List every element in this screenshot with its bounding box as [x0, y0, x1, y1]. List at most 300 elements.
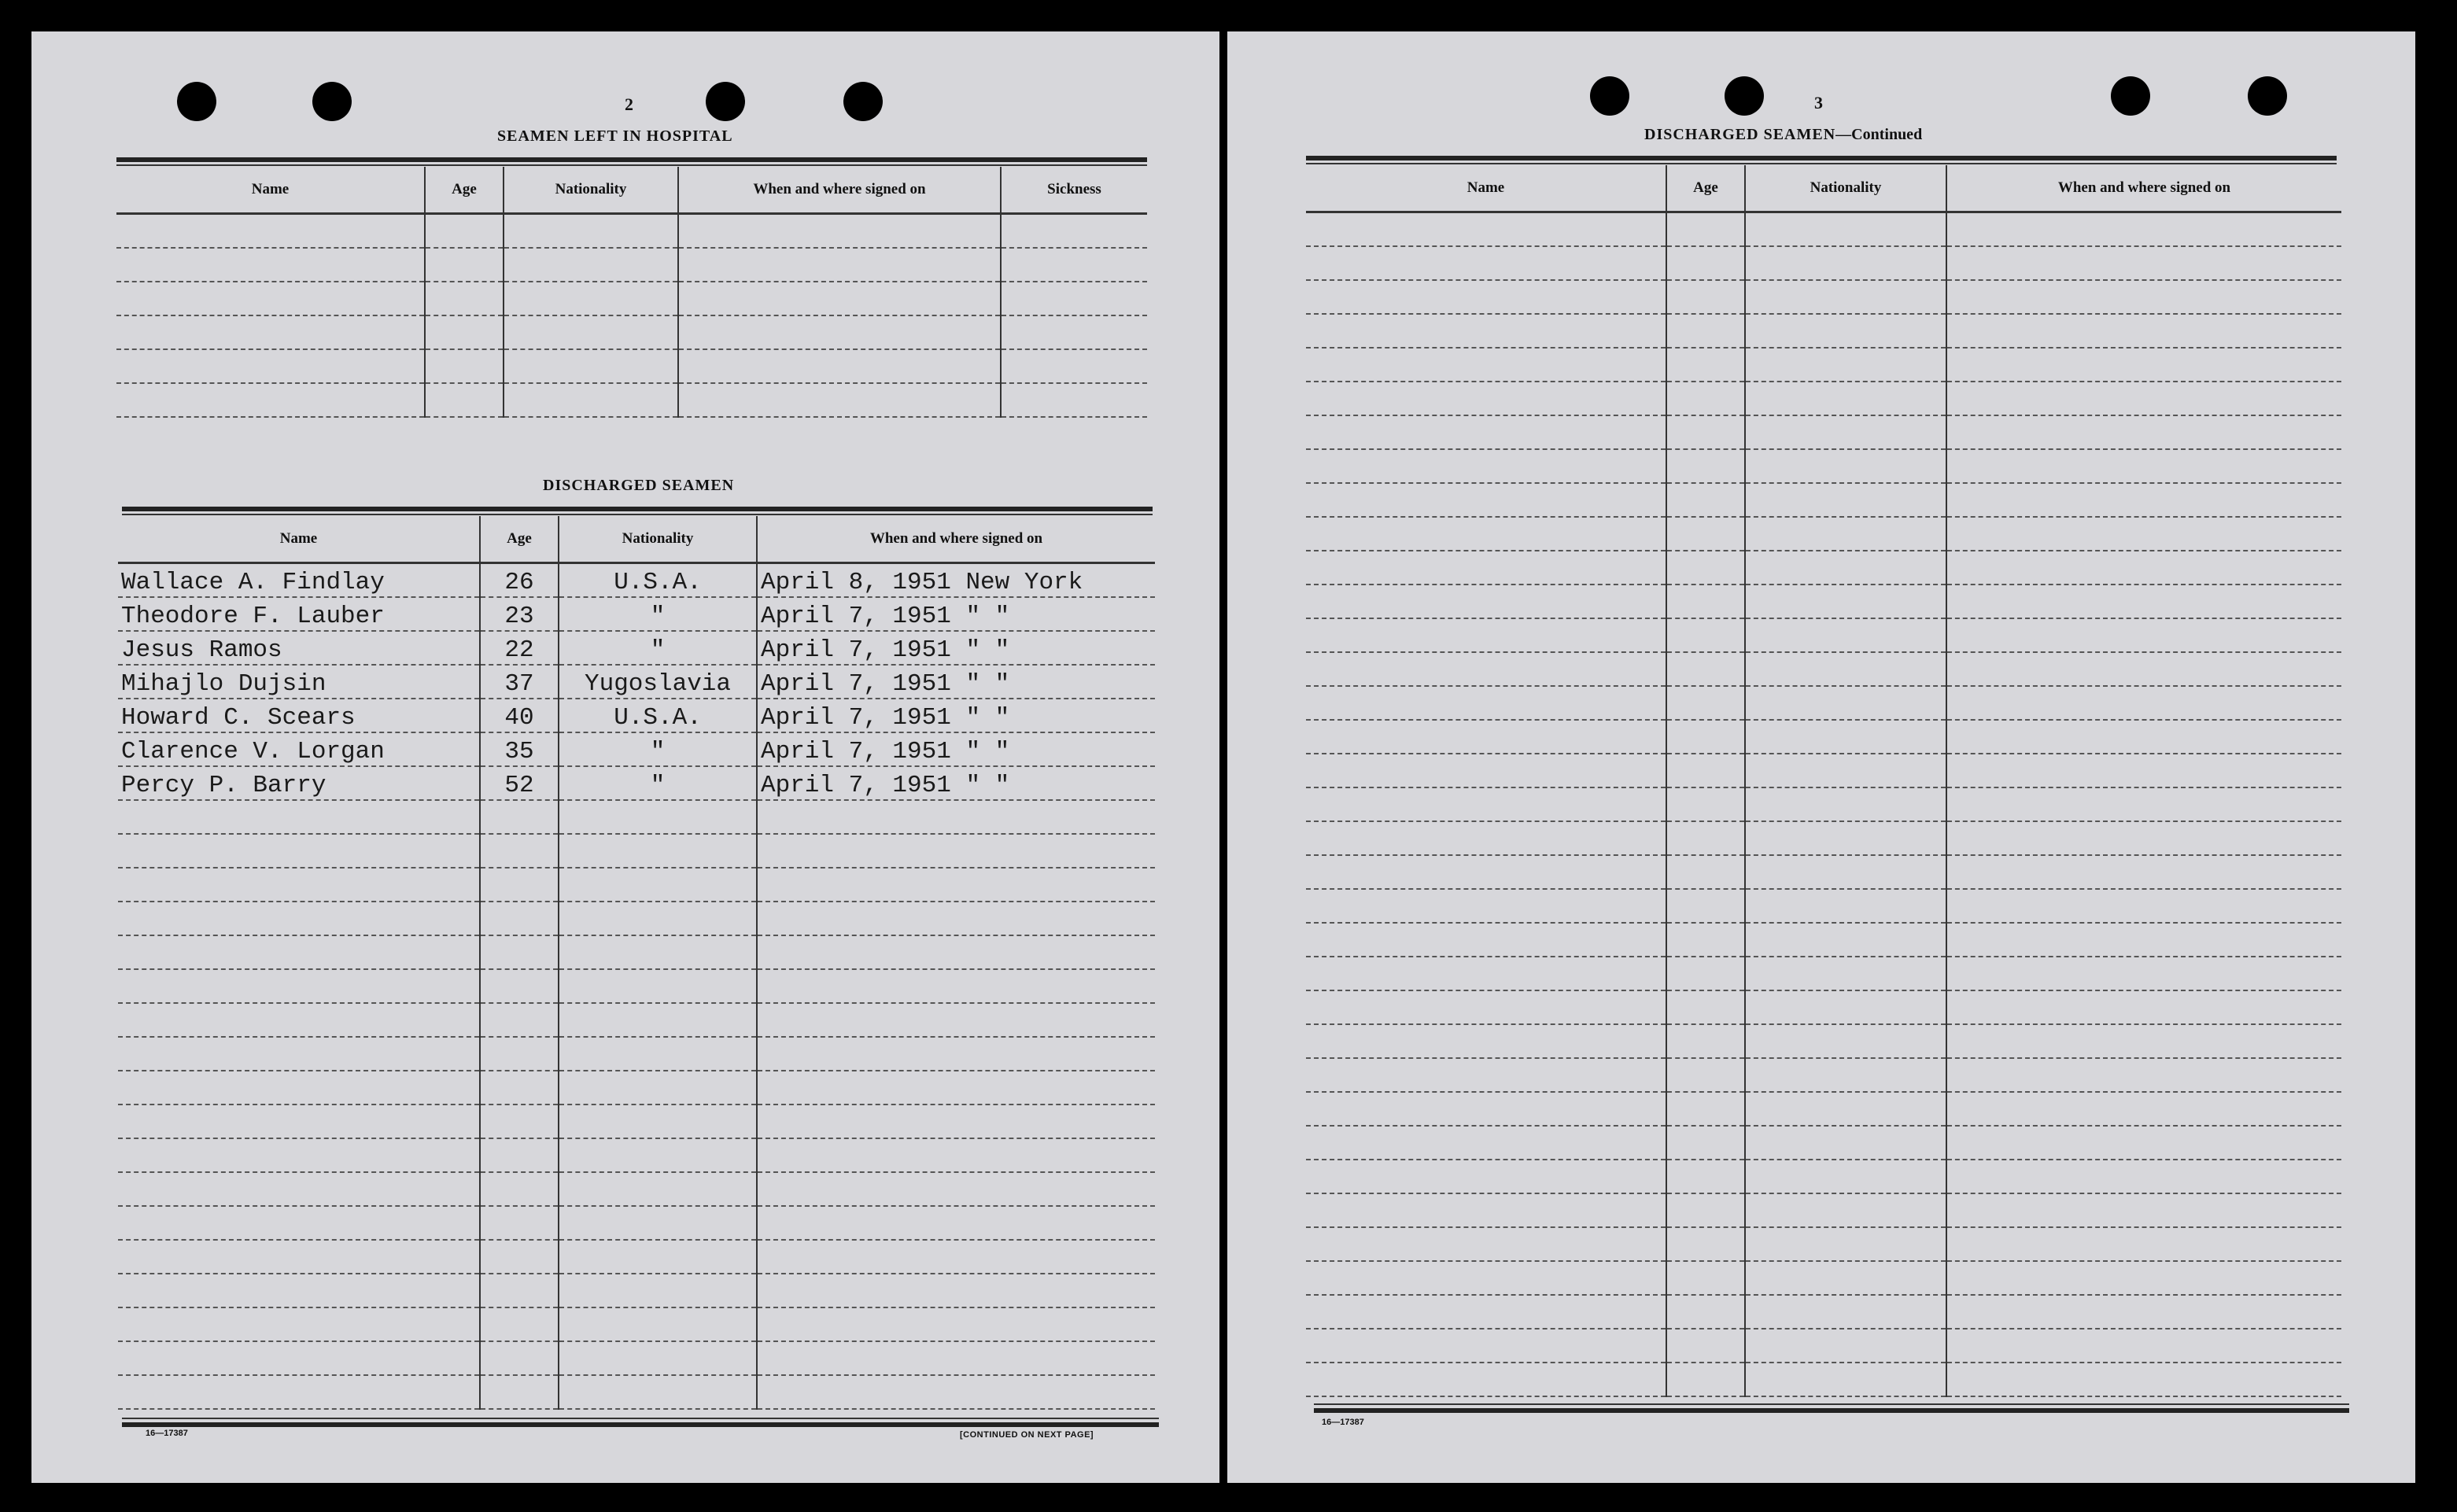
cell-nationality — [559, 800, 757, 834]
cell-signed-on — [757, 1003, 1155, 1037]
table-row — [1306, 382, 2341, 415]
table-row — [1306, 923, 2341, 957]
table-row — [1306, 280, 2341, 314]
cell-nationality — [1745, 517, 1946, 551]
discharged-table — [118, 516, 1155, 1410]
right-col-name: Name — [1306, 165, 1666, 212]
right-col-age: Age — [1666, 165, 1745, 212]
cell-nationality — [1745, 585, 1946, 618]
cell-name: Wallace A. Findlay — [118, 563, 480, 598]
cell-name — [118, 1240, 480, 1274]
cell-age — [480, 1307, 559, 1341]
discharged-top-rule — [122, 507, 1153, 511]
cell-age — [480, 834, 559, 868]
cell-signed-on — [1946, 212, 2341, 247]
cell-name — [1306, 1227, 1666, 1261]
table-row — [118, 1307, 1155, 1341]
table-row — [1306, 1024, 2341, 1058]
cell-age: 35 — [480, 732, 559, 766]
cell-name — [1306, 1092, 1666, 1126]
cell-nationality — [1745, 551, 1946, 585]
cell-age — [1666, 1024, 1745, 1058]
cell-age — [1666, 957, 1745, 990]
cell-nationality — [1745, 1058, 1946, 1092]
cell-age — [425, 282, 504, 315]
hospital-col-nationality: Nationality — [504, 167, 678, 214]
table-row — [118, 563, 1155, 598]
cell-name — [1306, 1363, 1666, 1396]
punch-hole — [2248, 76, 2287, 116]
punch-hole — [2111, 76, 2150, 116]
cell-signed-on — [678, 282, 1001, 315]
cell-nationality — [1745, 855, 1946, 889]
cell-nationality — [559, 1003, 757, 1037]
cell-age — [1666, 618, 1745, 652]
cell-nationality — [559, 868, 757, 902]
cell-nationality — [559, 1375, 757, 1409]
table-row — [118, 665, 1155, 699]
cell-age — [1666, 551, 1745, 585]
cell-nationality — [559, 1307, 757, 1341]
cell-age — [1666, 1363, 1745, 1396]
cell-signed-on — [1946, 314, 2341, 348]
cell-signed-on — [1946, 686, 2341, 720]
cell-age — [1666, 585, 1745, 618]
cell-sickness — [1001, 282, 1147, 315]
cell-age — [1666, 382, 1745, 415]
cell-nationality — [1745, 923, 1946, 957]
cell-name — [1306, 212, 1666, 247]
cell-nationality — [559, 1138, 757, 1172]
table-row — [1306, 483, 2341, 517]
cell-signed-on — [1946, 618, 2341, 652]
cell-name — [118, 1375, 480, 1409]
cell-name — [1306, 618, 1666, 652]
table-row — [1306, 246, 2341, 280]
cell-signed-on — [757, 902, 1155, 935]
cell-signed-on — [757, 1240, 1155, 1274]
cell-age — [1666, 821, 1745, 855]
table-row — [116, 349, 1147, 383]
cell-nationality — [1745, 449, 1946, 483]
cell-signed-on — [757, 1274, 1155, 1307]
table-row — [1306, 1227, 2341, 1261]
table-row — [118, 935, 1155, 969]
cell-nationality — [1745, 1092, 1946, 1126]
cell-nationality: Yugoslavia — [559, 665, 757, 699]
table-row — [1306, 1193, 2341, 1227]
cell-name — [1306, 585, 1666, 618]
table-row — [1306, 618, 2341, 652]
cell-nationality — [1745, 618, 1946, 652]
punch-hole — [177, 82, 216, 121]
cell-signed-on — [1946, 246, 2341, 280]
table-row — [118, 1037, 1155, 1071]
cell-name — [118, 1274, 480, 1307]
cell-signed-on — [1946, 1227, 2341, 1261]
table-row — [118, 1206, 1155, 1240]
cell-age — [480, 868, 559, 902]
cell-nationality — [504, 248, 678, 282]
cell-signed-on — [1946, 1261, 2341, 1295]
cell-signed-on — [757, 834, 1155, 868]
cell-name: Percy P. Barry — [118, 766, 480, 800]
cell-nationality — [1745, 787, 1946, 821]
table-row — [118, 699, 1155, 732]
cell-name — [1306, 1126, 1666, 1160]
cell-name — [1306, 1193, 1666, 1227]
table-row — [118, 597, 1155, 631]
table-row — [116, 214, 1147, 249]
table-row — [1306, 889, 2341, 923]
cell-age — [480, 1037, 559, 1071]
cell-signed-on — [1946, 990, 2341, 1024]
cell-signed-on — [1946, 483, 2341, 517]
right-page — [1227, 31, 2415, 1483]
cell-nationality: " — [559, 766, 757, 800]
cell-signed-on — [1946, 923, 2341, 957]
cell-signed-on — [757, 1206, 1155, 1240]
cell-age — [480, 1375, 559, 1409]
table-row — [116, 383, 1147, 417]
cell-signed-on — [1946, 415, 2341, 449]
table-row — [1306, 551, 2341, 585]
cell-name — [1306, 382, 1666, 415]
table-row — [1306, 1092, 2341, 1126]
cell-signed-on — [757, 1104, 1155, 1138]
cell-age — [480, 1138, 559, 1172]
table-row — [118, 1375, 1155, 1409]
cell-signed-on — [1946, 1295, 2341, 1329]
cell-age — [1666, 1261, 1745, 1295]
cell-nationality — [504, 282, 678, 315]
cell-nationality — [504, 315, 678, 349]
page-number: 2 — [625, 94, 633, 114]
cell-age — [480, 902, 559, 935]
cell-nationality — [559, 1071, 757, 1104]
table-row — [118, 1003, 1155, 1037]
cell-name — [1306, 855, 1666, 889]
cell-age — [1666, 1329, 1745, 1363]
cell-age — [1666, 686, 1745, 720]
hospital-col-age: Age — [425, 167, 504, 214]
cell-age — [480, 1172, 559, 1206]
cell-name — [118, 1307, 480, 1341]
cell-age — [1666, 787, 1745, 821]
punch-hole — [843, 82, 883, 121]
punch-hole — [1725, 76, 1764, 116]
table-row — [1306, 1160, 2341, 1193]
cell-name — [118, 1341, 480, 1375]
cell-age — [1666, 889, 1745, 923]
cell-name — [1306, 720, 1666, 754]
table-row — [1306, 787, 2341, 821]
form-code: 16—17387 — [146, 1429, 188, 1438]
table-row — [1306, 1261, 2341, 1295]
discharged-col-name: Name — [118, 516, 480, 563]
cell-nationality — [1745, 1160, 1946, 1193]
cell-nationality — [1745, 382, 1946, 415]
cell-name — [1306, 280, 1666, 314]
cell-name: Clarence V. Lorgan — [118, 732, 480, 766]
cell-nationality: " — [559, 732, 757, 766]
form-code: 16—17387 — [1322, 1418, 1364, 1427]
table-row — [116, 248, 1147, 282]
cell-nationality — [1745, 652, 1946, 686]
cell-name — [1306, 449, 1666, 483]
cell-name — [116, 315, 425, 349]
cell-age — [1666, 754, 1745, 787]
table-row — [1306, 652, 2341, 686]
table-row — [118, 868, 1155, 902]
cell-signed-on — [1946, 551, 2341, 585]
cell-nationality — [1745, 1295, 1946, 1329]
cell-age — [1666, 348, 1745, 382]
cell-nationality — [504, 383, 678, 417]
cell-name: Theodore F. Lauber — [118, 597, 480, 631]
cell-nationality — [504, 214, 678, 249]
cell-age — [480, 1206, 559, 1240]
cell-name — [1306, 1024, 1666, 1058]
cell-signed-on — [1946, 1126, 2341, 1160]
cell-age — [425, 383, 504, 417]
table-row — [1306, 415, 2341, 449]
cell-name — [118, 1206, 480, 1240]
cell-sickness — [1001, 349, 1147, 383]
cell-age — [480, 935, 559, 969]
cell-name — [116, 282, 425, 315]
cell-age — [480, 1240, 559, 1274]
cell-nationality — [1745, 754, 1946, 787]
cell-name — [118, 1172, 480, 1206]
table-row — [1306, 212, 2341, 247]
cell-signed-on — [757, 800, 1155, 834]
cell-age — [1666, 1295, 1745, 1329]
cell-nationality — [559, 935, 757, 969]
right-col-nationality: Nationality — [1745, 165, 1946, 212]
cell-nationality — [1745, 957, 1946, 990]
hospital-col-signed-on: When and where signed on — [678, 167, 1001, 214]
cell-name — [1306, 686, 1666, 720]
cell-nationality — [1745, 1363, 1946, 1396]
discharged-continued-title — [1644, 126, 1922, 144]
cell-name: Mihajlo Dujsin — [118, 665, 480, 699]
cell-name — [1306, 787, 1666, 821]
table-row — [118, 969, 1155, 1003]
cell-age — [1666, 855, 1745, 889]
discharged-col-signed-on: When and where signed on — [757, 516, 1155, 563]
cell-age: 40 — [480, 699, 559, 732]
cell-signed-on: April 7, 1951 " " — [757, 665, 1155, 699]
cell-nationality — [559, 1037, 757, 1071]
cell-signed-on — [757, 1071, 1155, 1104]
cell-signed-on — [1946, 787, 2341, 821]
cell-signed-on: April 7, 1951 " " — [757, 766, 1155, 800]
table-row — [1306, 1295, 2341, 1329]
cell-nationality — [1745, 1227, 1946, 1261]
cell-nationality: U.S.A. — [559, 563, 757, 598]
table-row — [118, 1104, 1155, 1138]
cell-signed-on — [1946, 348, 2341, 382]
cell-age — [480, 800, 559, 834]
discharged-table-header — [118, 516, 1155, 563]
cell-signed-on — [757, 1037, 1155, 1071]
cell-signed-on — [678, 349, 1001, 383]
cell-name — [1306, 1329, 1666, 1363]
cell-signed-on — [1946, 1329, 2341, 1363]
cell-nationality — [1745, 212, 1946, 247]
punch-hole — [706, 82, 745, 121]
cell-name — [1306, 1160, 1666, 1193]
cell-age — [425, 349, 504, 383]
cell-nationality — [1745, 821, 1946, 855]
cell-name — [1306, 923, 1666, 957]
cell-nationality — [1745, 1024, 1946, 1058]
cell-nationality: U.S.A. — [559, 699, 757, 732]
cell-signed-on — [1946, 957, 2341, 990]
cell-age: 37 — [480, 665, 559, 699]
cell-signed-on — [1946, 720, 2341, 754]
hospital-top-rule — [116, 157, 1147, 162]
cell-signed-on — [1946, 517, 2341, 551]
cell-nationality — [1745, 1329, 1946, 1363]
cell-age: 23 — [480, 597, 559, 631]
cell-name — [1306, 1261, 1666, 1295]
table-row — [1306, 1126, 2341, 1160]
table-row — [118, 902, 1155, 935]
cell-signed-on — [1946, 585, 2341, 618]
table-row — [1306, 990, 2341, 1024]
cell-age — [480, 1071, 559, 1104]
table-row — [1306, 821, 2341, 855]
cell-signed-on: April 7, 1951 " " — [757, 631, 1155, 665]
table-row — [118, 732, 1155, 766]
discharged-bottom-rule-thick — [122, 1422, 1159, 1427]
table-row — [1306, 348, 2341, 382]
cell-age — [425, 315, 504, 349]
cell-name — [1306, 1295, 1666, 1329]
cell-age — [1666, 923, 1745, 957]
left-page — [31, 31, 1219, 1483]
right-col-signed-on: When and where signed on — [1946, 165, 2341, 212]
right-discharged-table — [1306, 165, 2341, 1397]
cell-signed-on — [1946, 280, 2341, 314]
cell-signed-on — [1946, 1193, 2341, 1227]
table-row — [1306, 1329, 2341, 1363]
cell-name — [118, 1071, 480, 1104]
cell-age — [1666, 1193, 1745, 1227]
cell-name — [118, 834, 480, 868]
cell-age — [1666, 280, 1745, 314]
cell-name — [118, 1037, 480, 1071]
cell-name — [118, 969, 480, 1003]
cell-sickness — [1001, 315, 1147, 349]
cell-nationality — [559, 1274, 757, 1307]
cell-sickness — [1001, 214, 1147, 249]
cell-nationality — [1745, 1193, 1946, 1227]
cell-nationality — [1745, 415, 1946, 449]
cell-name — [1306, 1058, 1666, 1092]
cell-signed-on — [1946, 1024, 2341, 1058]
cell-signed-on — [1946, 855, 2341, 889]
cell-name — [118, 1003, 480, 1037]
discharged-top-rule-thin — [122, 514, 1153, 515]
cell-signed-on — [678, 248, 1001, 282]
cell-age — [1666, 990, 1745, 1024]
cell-signed-on — [757, 1172, 1155, 1206]
table-row — [1306, 720, 2341, 754]
cell-nationality — [1745, 246, 1946, 280]
table-row — [116, 282, 1147, 315]
cell-nationality — [1745, 720, 1946, 754]
cell-name — [1306, 483, 1666, 517]
cell-signed-on — [757, 868, 1155, 902]
discharged-col-nationality: Nationality — [559, 516, 757, 563]
table-row — [116, 315, 1147, 349]
cell-signed-on — [1946, 652, 2341, 686]
cell-signed-on: April 8, 1951 New York — [757, 563, 1155, 598]
hospital-table-header — [116, 167, 1147, 214]
cell-nationality — [559, 1341, 757, 1375]
cell-age — [480, 969, 559, 1003]
cell-name — [1306, 754, 1666, 787]
punch-hole — [312, 82, 352, 121]
title-text: DISCHARGED SEAMEN — [1644, 126, 1836, 143]
cell-nationality — [559, 1206, 757, 1240]
cell-nationality — [559, 1104, 757, 1138]
right-top-rule-thin — [1306, 163, 2337, 164]
cell-age — [1666, 1160, 1745, 1193]
title-suffix: —Continued — [1835, 126, 1923, 143]
cell-signed-on — [1946, 1058, 2341, 1092]
cell-nationality: " — [559, 631, 757, 665]
cell-name — [116, 383, 425, 417]
cell-nationality — [1745, 889, 1946, 923]
cell-age — [480, 1003, 559, 1037]
table-row — [1306, 957, 2341, 990]
cell-name — [116, 248, 425, 282]
cell-name — [118, 868, 480, 902]
discharged-bottom-rule — [122, 1418, 1159, 1419]
cell-name — [118, 1104, 480, 1138]
cell-signed-on — [1946, 889, 2341, 923]
cell-name — [1306, 990, 1666, 1024]
cell-name — [1306, 821, 1666, 855]
cell-age — [1666, 415, 1745, 449]
cell-signed-on — [678, 214, 1001, 249]
cell-signed-on — [757, 1375, 1155, 1409]
continued-note: [CONTINUED ON NEXT PAGE] — [960, 1430, 1094, 1440]
cell-name — [1306, 957, 1666, 990]
cell-age — [425, 214, 504, 249]
table-row — [1306, 449, 2341, 483]
table-row — [1306, 754, 2341, 787]
hospital-col-name: Name — [116, 167, 425, 214]
cell-nationality — [1745, 1126, 1946, 1160]
cell-age — [480, 1274, 559, 1307]
cell-name — [116, 214, 425, 249]
cell-signed-on: April 7, 1951 " " — [757, 597, 1155, 631]
cell-name — [1306, 415, 1666, 449]
cell-sickness — [1001, 248, 1147, 282]
cell-age — [1666, 314, 1745, 348]
table-row — [118, 800, 1155, 834]
cell-nationality — [1745, 686, 1946, 720]
hospital-col-sickness: Sickness — [1001, 167, 1147, 214]
cell-age: 52 — [480, 766, 559, 800]
table-row — [1306, 1363, 2341, 1396]
cell-name — [1306, 889, 1666, 923]
